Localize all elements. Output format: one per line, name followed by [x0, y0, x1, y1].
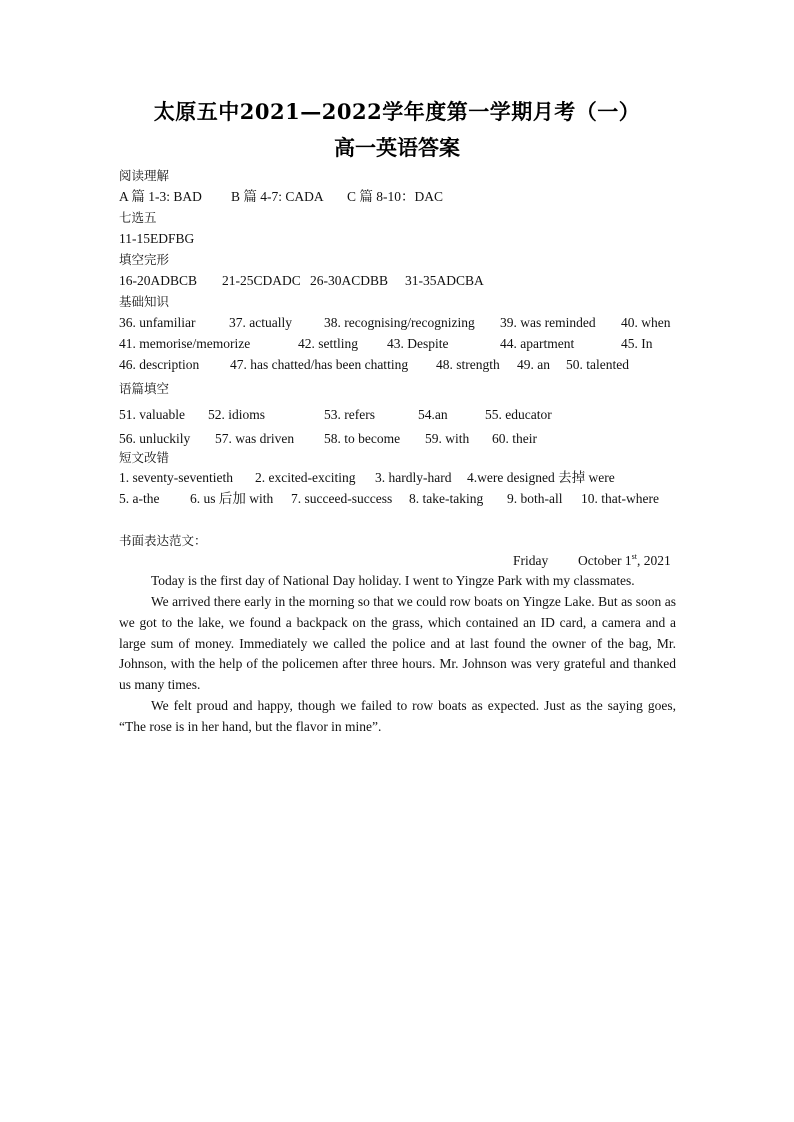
basic-row-3: [119, 356, 679, 374]
date-ordinal: st: [631, 552, 637, 561]
reading-a: A 篇 1-3: BAD: [119, 189, 202, 204]
correction-1: 1. seventy-seventieth: [119, 470, 233, 485]
writing-day: Friday: [513, 553, 549, 568]
basic-37: 37. actually: [229, 315, 292, 330]
essay-paragraph-3-text: We felt proud and happy, though we failed to row boats as expected. Just as the saying goes, “The rose is in her hand, but the flavor in mine”.: [119, 698, 676, 734]
reading-b: B 篇 4-7: CADA: [231, 189, 324, 204]
essay-paragraph-3: [119, 696, 676, 738]
cloze-16-20: 16-20ADBCB: [119, 273, 198, 288]
passage-54: 54.an: [418, 407, 448, 422]
writing-heading: 书面表达范文：: [119, 533, 207, 548]
basic-47: 47. has chatted/has been chatting: [230, 357, 409, 372]
essay-paragraph-1: [119, 571, 676, 592]
correction-5: 5. a-the: [119, 491, 160, 506]
essay-paragraph-2: [119, 592, 676, 696]
passage-59: 59. with: [425, 431, 470, 446]
basic-row-1: [119, 314, 679, 332]
correction-7: 7. succeed-success: [291, 491, 393, 506]
basic-heading: 基础知识: [119, 294, 170, 309]
correction-row-2: [119, 490, 679, 508]
basic-36: 36. unfamiliar: [119, 315, 196, 330]
basic-49: 49. an: [517, 357, 550, 372]
basic-38: 38. recognising/recognizing: [324, 315, 475, 330]
basic-50: 50. talented: [566, 357, 629, 372]
passage-57: 57. was driven: [215, 431, 295, 446]
correction-4: 4.were designed 去掉 were: [467, 470, 615, 485]
cloze-31-35: 31-35ADCBA: [405, 273, 484, 288]
correction-2: 2. excited-exciting: [255, 470, 356, 485]
passage-row-1: [119, 406, 679, 424]
essay-paragraph-1-text: Today is the first day of National Day holiday. I went to Yingze Park with my classmates.: [151, 573, 635, 588]
basic-41: 41. memorise/memorize: [119, 336, 251, 351]
passage-53: 53. refers: [324, 407, 375, 422]
seven-five-answer: 11-15EDFBG: [119, 231, 195, 246]
basic-45: 45. In: [621, 336, 653, 351]
writing-date: [578, 552, 671, 570]
passage-51: 51. valuable: [119, 407, 185, 422]
cloze-answers: [119, 272, 679, 290]
correction-heading: 短文改错: [119, 450, 170, 465]
date-year: , 2021: [636, 553, 671, 568]
passage-52: 52. idioms: [208, 407, 266, 422]
reading-answers: [119, 188, 679, 206]
correction-6: 6. us 后加 with: [190, 491, 274, 506]
basic-39: 39. was reminded: [500, 315, 596, 330]
reading-heading: 阅读理解: [119, 168, 170, 183]
passage-56: 56. unluckily: [119, 431, 191, 446]
passage-row-2: [119, 430, 679, 448]
basic-40: 40. when: [621, 315, 671, 330]
correction-row-1: [119, 469, 679, 487]
basic-42: 42. settling: [298, 336, 358, 351]
basic-row-2: [119, 335, 679, 353]
page-title: 太原五中2021—2022学年度第一学期月考（一）: [153, 99, 641, 124]
passage-58: 58. to become: [324, 431, 401, 446]
page-subtitle: 高一英语答案: [334, 135, 460, 160]
passage-fill-heading: 语篇填空: [119, 381, 170, 396]
passage-60: 60. their: [492, 431, 537, 446]
essay-paragraph-2-text: We arrived there early in the morning so that we could row boats on Yingze Lake. But as soon as we got to the lake, we found a backpack on the grass, which contained an ID card, a camera and a large sum of money. Immediately we called the police and at last found the owner of the bag, Mr. Johnson, with the help of the policemen after three hours. Mr. Johnson was very grateful and thanked us many times.: [119, 594, 676, 693]
correction-10: 10. that-where: [581, 491, 659, 506]
reading-c: C 篇 8-10：DAC: [347, 189, 444, 204]
basic-44: 44. apartment: [500, 336, 575, 351]
basic-43: 43. Despite: [387, 336, 449, 351]
seven-five-heading: 七选五: [119, 210, 157, 225]
cloze-21-25: 21-25CDADC: [222, 273, 301, 288]
basic-48: 48. strength: [436, 357, 500, 372]
correction-9: 9. both-all: [507, 491, 563, 506]
cloze-heading: 填空完形: [119, 252, 170, 267]
basic-46: 46. description: [119, 357, 200, 372]
date-month: October 1: [578, 553, 632, 568]
passage-55: 55. educator: [485, 407, 552, 422]
correction-3: 3. hardly-hard: [375, 470, 452, 485]
cloze-26-30: 26-30ACDBB: [310, 273, 389, 288]
correction-8: 8. take-taking: [409, 491, 484, 506]
